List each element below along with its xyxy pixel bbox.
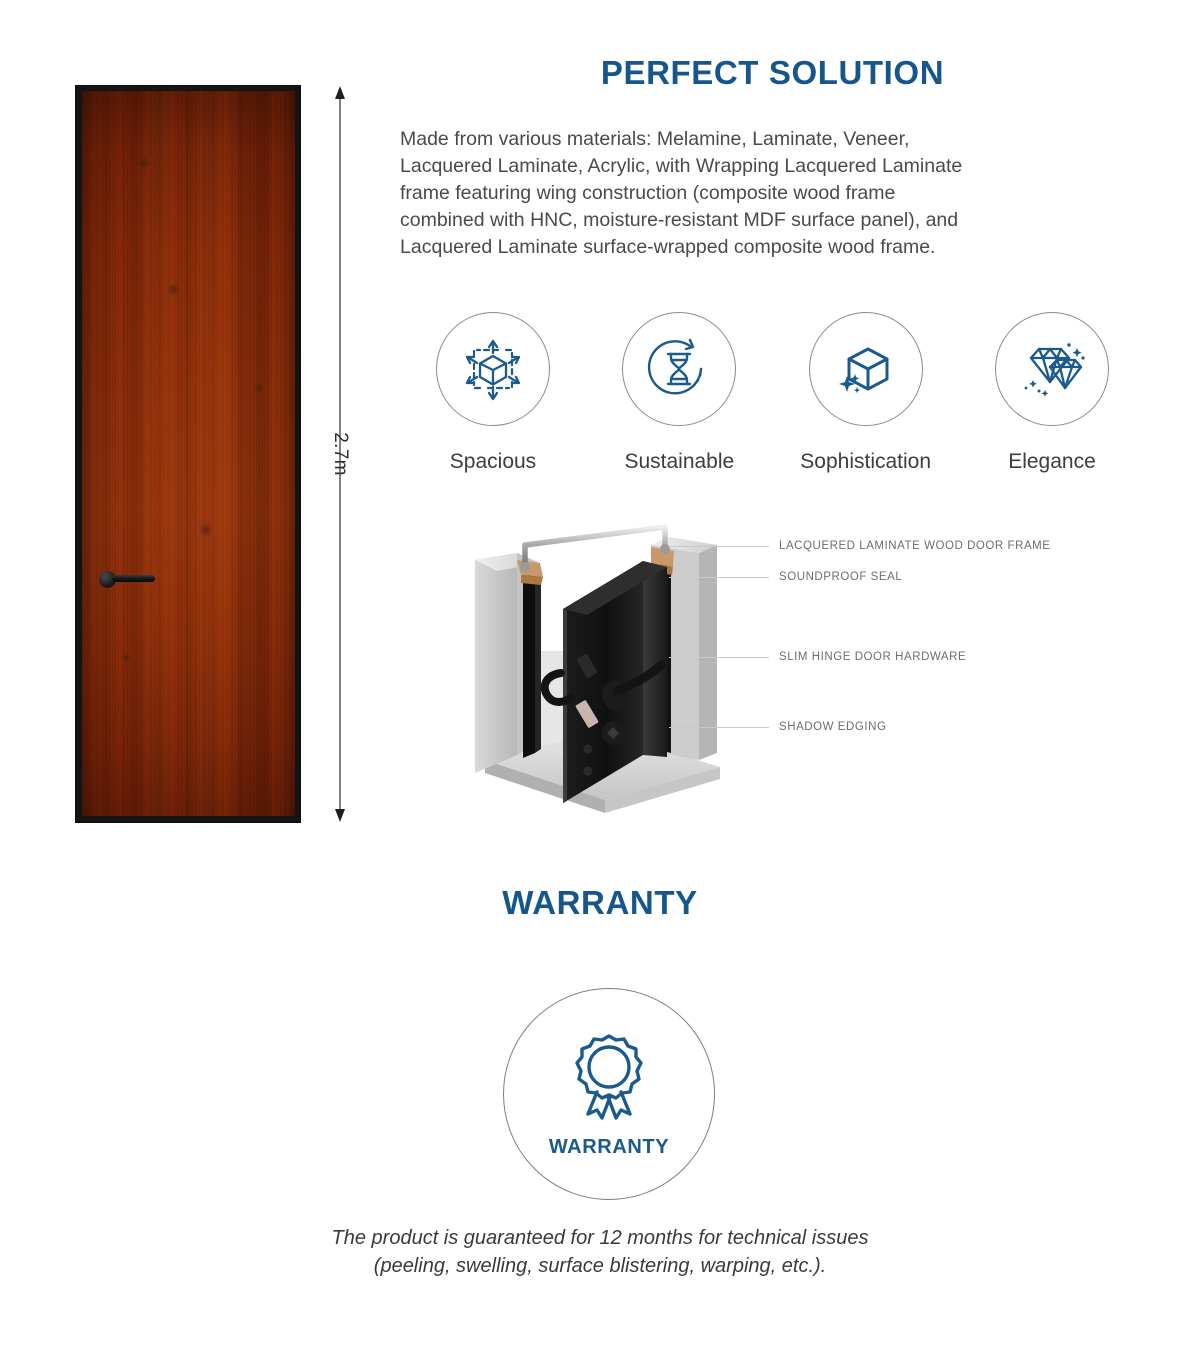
product-description: [400, 92, 1145, 261]
description-line: Lacquered Laminate, Acrylic, with Wrapping Lacquered Laminate: [400, 155, 963, 177]
award-ribbon-icon: [566, 1030, 652, 1130]
warranty-caption-line: The product is guaranteed for 12 months for technical issues: [331, 1227, 869, 1249]
feature-icon-row: [400, 312, 1145, 474]
feature-label: Spacious: [449, 450, 537, 473]
warranty-caption-line: (peeling, swelling, surface blistering, warping, etc.).: [373, 1255, 827, 1277]
door-wood-surface: [82, 91, 295, 816]
wood-knot-icon: [168, 281, 179, 298]
wood-knot-icon: [200, 521, 212, 539]
sparkling-cube-icon: [833, 336, 899, 402]
callout-label: SOUNDPROOF SEAL: [779, 571, 903, 583]
warranty-section-title: WARRANTY: [502, 884, 698, 921]
diamonds-icon: [1017, 336, 1087, 402]
page-title: PERFECT SOLUTION: [600, 54, 945, 91]
dimension-label: 2.7m: [330, 432, 351, 476]
feature-label: Elegance: [1008, 450, 1096, 473]
feature-item-sustainable: [586, 312, 772, 474]
description-line: Lacquered Laminate surface-wrapped composite wood frame.: [400, 236, 936, 258]
description-line: combined with HNC, moisture-resistant MDF surface panel), and: [400, 209, 959, 231]
door-cutaway-render: [455, 505, 755, 815]
wood-knot-icon: [254, 381, 264, 396]
warranty-badge-circle: [503, 988, 715, 1200]
door-lever-handle-icon[interactable]: [112, 575, 155, 582]
feature-item-sophistication: [773, 312, 959, 474]
door-product-image: [76, 86, 300, 822]
feature-label: Sophistication: [800, 450, 932, 473]
main-text-column: [400, 0, 1145, 261]
door-height-dimension: [320, 86, 360, 822]
warranty-badge-label: WARRANTY: [548, 1135, 670, 1158]
callout-label: LACQUERED LAMINATE WOOD DOOR FRAME: [779, 540, 1051, 552]
wood-knot-icon: [122, 651, 131, 665]
feature-icon-circle: [622, 312, 736, 426]
callout-label: SHADOW EDGING: [779, 721, 887, 733]
description-line: frame featuring wing construction (composite wood frame: [400, 182, 896, 204]
wood-knot-icon: [137, 153, 150, 173]
callout-label: SLIM HINGE DOOR HARDWARE: [779, 651, 967, 663]
feature-item-spacious: [400, 312, 586, 474]
feature-icon-circle: [436, 312, 550, 426]
feature-label: Sustainable: [624, 450, 735, 473]
description-line: Made from various materials: Melamine, Laminate, Veneer,: [400, 128, 910, 150]
warranty-caption: [0, 1224, 1200, 1280]
feature-icon-circle: [809, 312, 923, 426]
expanding-cube-icon: [460, 336, 526, 402]
feature-item-elegance: [959, 312, 1145, 474]
feature-icon-circle: [995, 312, 1109, 426]
hourglass-recycle-icon: [646, 336, 712, 402]
